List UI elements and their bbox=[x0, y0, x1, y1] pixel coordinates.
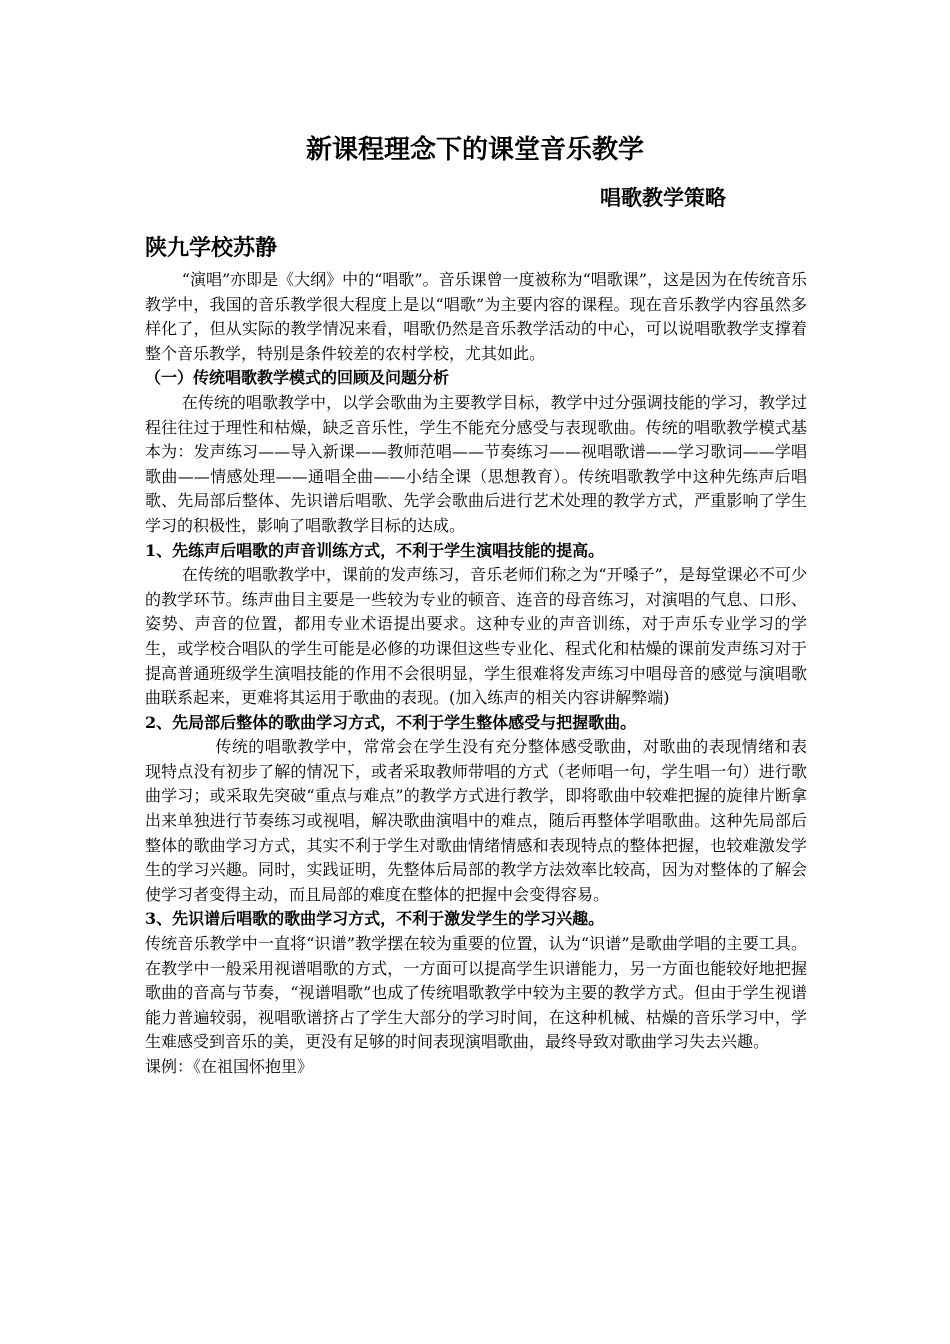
section-paragraph-1: 在传统的唱歌教学中，以学会歌曲为主要教学目标，教学中过分强调技能的学习，教学过程往往过于理性和枯燥，缺乏音乐性，学生不能充分感受与表现歌曲。传统的唱歌教学模式基本为：发声练习——导入新课——教师范唱——节奏练习——视唱歌谱——学习歌词——学唱歌曲——情感处理——通唱全曲——小结全课（思想教育）。传统唱歌教学中这种先练声后唱歌、先局部后整体、先识谱后唱歌、先学会歌曲后进行艺术处理的教学方式，严重影响了学生学习的积极性，影响了唱歌教学目标的达成。 bbox=[145, 392, 807, 535]
point-heading-3: 3、先识谱后唱歌的歌曲学习方式，不利于激发学生的学习兴趣。 bbox=[145, 909, 605, 929]
document-author: 陕九学校苏静 bbox=[145, 235, 278, 261]
point-paragraph-3: 传统音乐教学中一直将“识谱”教学摆在较为重要的位置，认为“识谱”是歌曲学唱的主要工具。在教学中一般采用视谱唱歌的方式，一方面可以提高学生识谱能力，另一方面也能较好地把握歌曲的音高与节奏，“视谱唱歌”也成了传统唱歌教学中较为主要的教学方式。但由于学生视谱能力普遍较弱，视唱歌谱挤占了学生大部分的学习时间，在这种机械、枯燥的音乐学习中，学生难感受到音乐的美，更没有足够的时间表现演唱歌曲，最终导致对歌曲学习失去兴趣。 bbox=[145, 934, 807, 1052]
section-heading-1: （一）传统唱歌教学模式的回顾及问题分析 bbox=[145, 368, 450, 388]
point-paragraph-1: 在传统的唱歌教学中，课前的发声练习，音乐老师们称之为“开嗓子”，是每堂课必不可少的教学环节。练声曲目主要是一些较为专业的顿音、连音的母音练习，对演唱的气息、口形、姿势、声音的位置，都用专业术语提出要求。这种专业的声音训练，对于声乐专业学习的学生，或学校合唱队的学生可能是必修的功课但这些专业化、程式化和枯燥的课前发声练习对于提高普通班级学生演唱技能的作用不会很明显，学生很难将发声练习中唱母音的感觉与演唱歌曲联系起来，更难将其运用于歌曲的表现。(加入练声的相关内容讲解弊端) bbox=[145, 565, 807, 708]
intro-paragraph: “演唱”亦即是《大纲》中的“唱歌”。音乐课曾一度被称为“唱歌课”，这是因为在传统音乐教学中，我国的音乐教学很大程度上是以“唱歌”为主要内容的课程。现在音乐教学内容虽然多样化了，但从实际的教学情况来看，唱歌仍然是音乐教学活动的中心，可以说唱歌教学支撑着整个音乐教学，特别是条件较差的农村学校，尤其如此。 bbox=[145, 270, 807, 363]
point-heading-2: 2、先局部后整体的歌曲学习方式，不利于学生整体感受与把握歌曲。 bbox=[145, 712, 637, 732]
example-line: 课例：《在祖国怀抱里》 bbox=[145, 1057, 314, 1076]
document-subtitle: 唱歌教学策略 bbox=[600, 185, 726, 210]
document-title: 新课程理念下的课堂音乐教学 bbox=[305, 135, 644, 165]
point-paragraph-2: 传统的唱歌教学中，常常会在学生没有充分整体感受歌曲，对歌曲的表现情绪和表现特点没有初步了解的情况下，或者采取教师带唱的方式（老师唱一句，学生唱一句）进行歌曲学习；或采取先突破“重点与难点”的教学方式进行教学，即将歌曲中较难把握的旋律片断拿出来单独进行节奏练习或视唱，解决歌曲演唱中的难点，随后再整体学唱歌曲。这种先局部后整体的歌曲学习方式，其实不利于学生对歌曲情绪情感和表现特点的整体把握，也较难激发学生的学习兴趣。同时，实践证明，先整体后局部的教学方法效率比较高，因为对整体的了解会使学习者变得主动，而且局部的难度在整体的把握中会变得容易。 bbox=[145, 737, 807, 904]
document-body bbox=[145, 268, 807, 1080]
point-heading-1: 1、先练声后唱歌的声音训练方式，不利于学生演唱技能的提高。 bbox=[145, 540, 605, 560]
